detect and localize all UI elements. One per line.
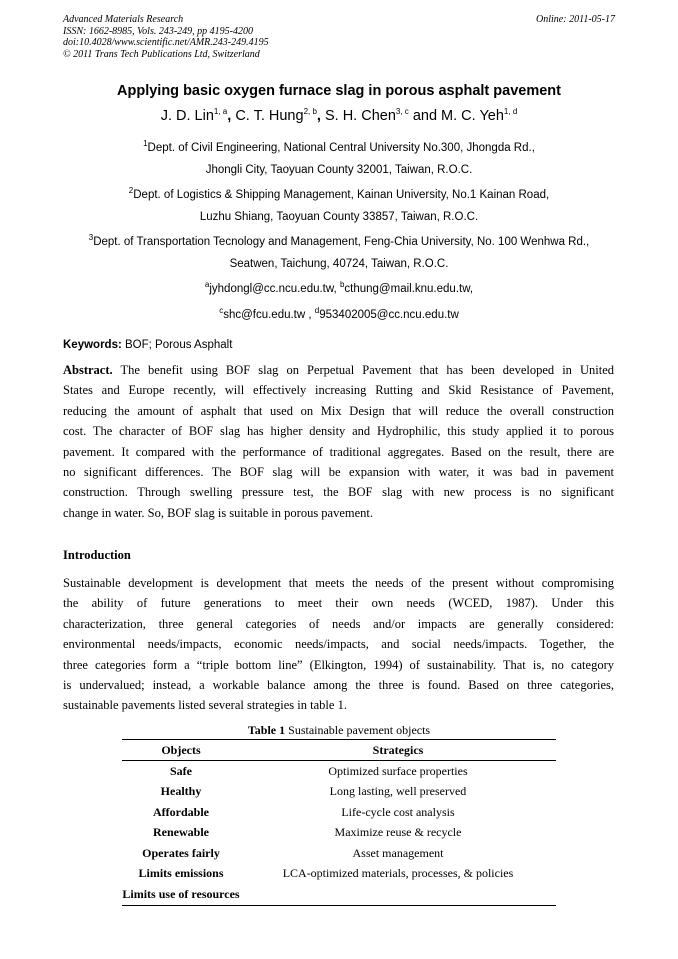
- journal-name: Advanced Materials Research: [63, 14, 184, 25]
- keywords: [63, 339, 232, 351]
- author-name: C. T. Hung: [235, 108, 304, 124]
- intro-line: environmental needs/impacts, economic needs/impacts, and social needs/impacts. Together, the: [63, 637, 614, 652]
- table-cell-strategy: Life-cycle cost analysis: [341, 804, 455, 819]
- intro-line: three categories form a “triple bottom line” (Elkington, 1994) of sustainability. That is, no category: [63, 657, 614, 672]
- author-sup: 1, a: [213, 107, 228, 117]
- abstract-line: no significant differences. The BOF slag will be expansion with water, it was bad in pavement: [63, 464, 614, 479]
- email-line-1: [0, 280, 678, 295]
- abstract-line: States and Europe recently, will effectively increasing Rutting and Skid Resistance of Pavement,: [63, 383, 614, 398]
- affiliation-line: Jhongli City, Taoyuan County 32001, Taiwan, R.O.C.: [205, 164, 473, 176]
- author-name: M. C. Yeh: [441, 108, 504, 124]
- journal-copyright: © 2011 Trans Tech Publications Ltd, Switzerland: [63, 48, 260, 60]
- strategies-table: [122, 739, 556, 906]
- author-list: [0, 108, 678, 124]
- email-sup: a: [204, 280, 210, 290]
- table-cell-object: Operates fairly: [142, 845, 220, 860]
- table-header-row: [122, 740, 556, 761]
- table-header-cell: Objects: [122, 740, 240, 761]
- affiliation-line: Seatwen, Taichung, 40724, Taiwan, R.O.C.: [229, 258, 449, 270]
- table-cell-strategy: [240, 884, 556, 905]
- email-address[interactable]: cthung@mail.knu.edu.tw,: [344, 283, 474, 295]
- table-caption-text: Sustainable pavement objects: [288, 723, 431, 737]
- abstract-line: cost. The character of BOF slag has higher density and Hydrophilic, this study applied it to porous: [63, 424, 614, 439]
- journal-doi: doi:10.4028/www.scientific.net/AMR.243-249.4195: [63, 37, 269, 48]
- table-row: [122, 864, 556, 885]
- email-sup: b: [339, 280, 345, 290]
- paper-title: Applying basic oxygen furnace slag in porous asphalt pavement: [117, 83, 561, 99]
- email-sup: d: [314, 306, 320, 316]
- table-row: [122, 884, 556, 905]
- author-separator: and: [408, 108, 442, 124]
- table-row: [122, 802, 556, 823]
- intro-line: sustainable pavements listed several strategies in table 1.: [63, 698, 347, 713]
- affiliation-line: Dept. of Logistics & Shipping Management, Kainan University, No.1 Kainan Road,: [133, 189, 550, 201]
- intro-line: characterization, three general categories of needs and/or impacts are generally considered:: [63, 616, 614, 631]
- affiliation-3: [0, 231, 678, 275]
- email-address[interactable]: shc@fcu.edu.tw ,: [223, 309, 312, 321]
- intro-line: Sustainable development is development that meets the needs of the present without compromising: [63, 576, 614, 590]
- keywords-label: Keywords:: [63, 339, 122, 351]
- intro-line: is undervalued; instead, a workable balance among the three is found. Based on three categories,: [63, 677, 614, 692]
- abstract-line: The benefit using BOF slag on Perpetual Pavement that has been developed in United: [120, 363, 614, 377]
- affiliation-sup: 2: [128, 186, 134, 196]
- abstract-line: change in water. So, BOF slag is suitable in porous pavement.: [63, 505, 374, 520]
- email-address[interactable]: jyhdongl@cc.ncu.edu.tw,: [209, 283, 337, 295]
- table-header-cell: Strategics: [240, 740, 556, 761]
- table-row: [122, 761, 556, 782]
- table-cell-object: Affordable: [153, 804, 209, 819]
- table-cell-object: Limits use of resources: [122, 884, 240, 905]
- email-address[interactable]: 953402005@cc.ncu.edu.tw: [319, 309, 459, 321]
- abstract: [63, 360, 614, 523]
- affiliation-sup: 3: [88, 233, 94, 243]
- affiliation-line: Luzhu Shiang, Taoyuan County 33857, Taiwan, R.O.C.: [199, 211, 479, 223]
- keywords-text: BOF; Porous Asphalt: [125, 339, 233, 351]
- affiliation-line: Dept. of Transportation Tecnology and Management, Feng-Chia University, No. 100 Wenhwa Rd.,: [93, 236, 590, 248]
- email-line-2: [0, 306, 678, 321]
- author-name: S. H. Chen: [324, 108, 396, 124]
- table-caption: [0, 723, 678, 738]
- journal-header: [63, 14, 269, 60]
- author-name: J. D. Lin: [160, 108, 214, 124]
- table-cell-strategy: Maximize reuse & recycle: [334, 825, 462, 840]
- table-cell-strategy: LCA-optimized materials, processes, & policies: [282, 866, 514, 881]
- table-caption-label: Table 1: [247, 723, 286, 737]
- table-cell-object: Safe: [170, 763, 192, 778]
- online-date: Online: 2011-05-17: [536, 14, 615, 25]
- section-heading: Introduction: [63, 548, 131, 562]
- author-sup: 2, b: [303, 107, 317, 117]
- abstract-line: construction. Through swelling pressure test, the BOF slag with new process is no significant: [63, 485, 614, 500]
- table-cell-object: Healthy: [160, 784, 202, 799]
- table-cell-object: Renewable: [153, 825, 209, 840]
- affiliation-1: [0, 137, 678, 181]
- author-separator: ,: [227, 108, 236, 124]
- abstract-label: Abstract.: [63, 363, 113, 377]
- author-sup: 3, c: [395, 107, 409, 117]
- table-row: [122, 823, 556, 844]
- intro-line: the ability of future generations to meet their own needs (WCED, 1987). Under this: [63, 596, 614, 611]
- affiliation-sup: 1: [143, 139, 148, 149]
- table-row: [122, 843, 556, 864]
- affiliation-line: Dept. of Civil Engineering, National Central University No.300, Jhongda Rd.,: [147, 142, 535, 154]
- email-sup: c: [219, 306, 224, 316]
- journal-issn: ISSN: 1662-8985, Vols. 243-249, pp 4195-4200: [63, 25, 253, 37]
- author-separator: ,: [316, 108, 325, 124]
- affiliation-2: [0, 184, 678, 228]
- introduction-paragraph: [63, 573, 614, 716]
- table-cell-strategy: Asset management: [352, 845, 444, 860]
- table-cell-strategy: Optimized surface properties: [328, 763, 468, 778]
- table-cell-strategy: Long lasting, well preserved: [329, 784, 467, 799]
- author-sup: 1, d: [503, 107, 518, 117]
- table-row: [122, 782, 556, 803]
- abstract-line: reducing the amount of asphalt that used on Mix Design that will reduce the overall construction: [63, 403, 614, 418]
- abstract-line: pavement. It compared with the performance of traditional aggregates. Based on the result, there are: [63, 444, 614, 459]
- table-cell-object: Limits emissions: [138, 866, 224, 881]
